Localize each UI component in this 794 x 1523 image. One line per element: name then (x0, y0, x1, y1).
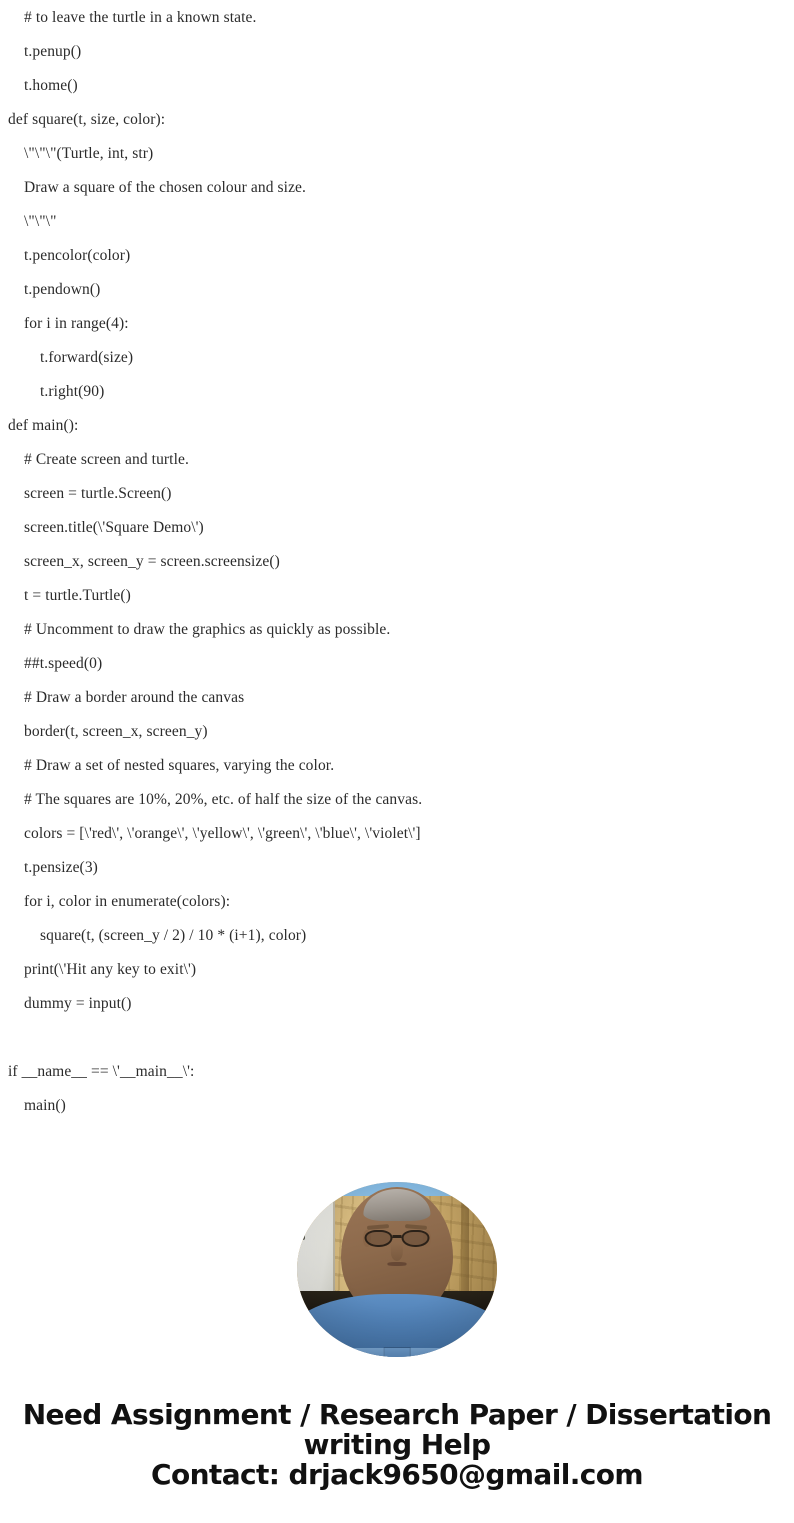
code-line: # Draw a border around the canvas (24, 689, 245, 706)
code-line: # to leave the turtle in a known state. (24, 9, 257, 26)
code-line: \"\"\"(Turtle, int, str) (24, 145, 154, 162)
code-line: screen.title(\'Square Demo\') (24, 519, 204, 536)
code-line: # Uncomment to draw the graphics as quickly as possible. (24, 621, 391, 638)
code-line: # Create screen and turtle. (24, 451, 189, 468)
avatar-block (0, 1182, 794, 1357)
code-line: Draw a square of the chosen colour and size. (24, 179, 306, 196)
code-line: t.penup() (24, 43, 82, 60)
code-line: t = turtle.Turtle() (24, 587, 131, 604)
code-line-blank (0, 1021, 794, 1055)
code-line: screen_x, screen_y = screen.screensize() (24, 553, 280, 570)
code-line: colors = [\'red\', \'orange\', \'yellow\', \'green\', \'blue\', \'violet\'] (24, 825, 421, 842)
code-line: # The squares are 10%, 20%, etc. of half the size of the canvas. (24, 791, 423, 808)
promo-headline: Need Assignment / Research Paper / Dissertation writing Help (22, 1398, 772, 1461)
code-line: t.home() (24, 77, 78, 94)
code-line: if __name__ == \'__main__\': (8, 1063, 195, 1080)
code-line: screen = turtle.Screen() (24, 485, 172, 502)
avatar-photo (297, 1182, 497, 1357)
code-line: \"\"\" (24, 213, 57, 230)
code-line: for i, color in enumerate(colors): (24, 893, 231, 910)
code-line: def square(t, size, color): (8, 111, 166, 128)
code-line: border(t, screen_x, screen_y) (24, 723, 208, 740)
promo-contact: Contact: drjack9650@gmail.com (151, 1458, 643, 1491)
avatar (297, 1182, 497, 1357)
code-line: def main(): (8, 417, 79, 434)
code-line: ##t.speed(0) (24, 655, 103, 672)
code-line: main() (24, 1097, 66, 1114)
code-line: t.forward(size) (40, 349, 134, 366)
code-line: t.pendown() (24, 281, 101, 298)
code-line: t.pensize(3) (24, 859, 98, 876)
code-line: dummy = input() (24, 995, 132, 1012)
code-line: for i in range(4): (24, 315, 129, 332)
photo-vignette (297, 1182, 497, 1357)
promo-footer (0, 1400, 794, 1490)
code-line: t.pencolor(color) (24, 247, 131, 264)
code-line: t.right(90) (40, 383, 105, 400)
code-line: square(t, (screen_y / 2) / 10 * (i+1), color) (40, 927, 307, 944)
code-line: print(\'Hit any key to exit\') (24, 961, 197, 978)
code-line: # Draw a set of nested squares, varying the color. (24, 757, 335, 774)
